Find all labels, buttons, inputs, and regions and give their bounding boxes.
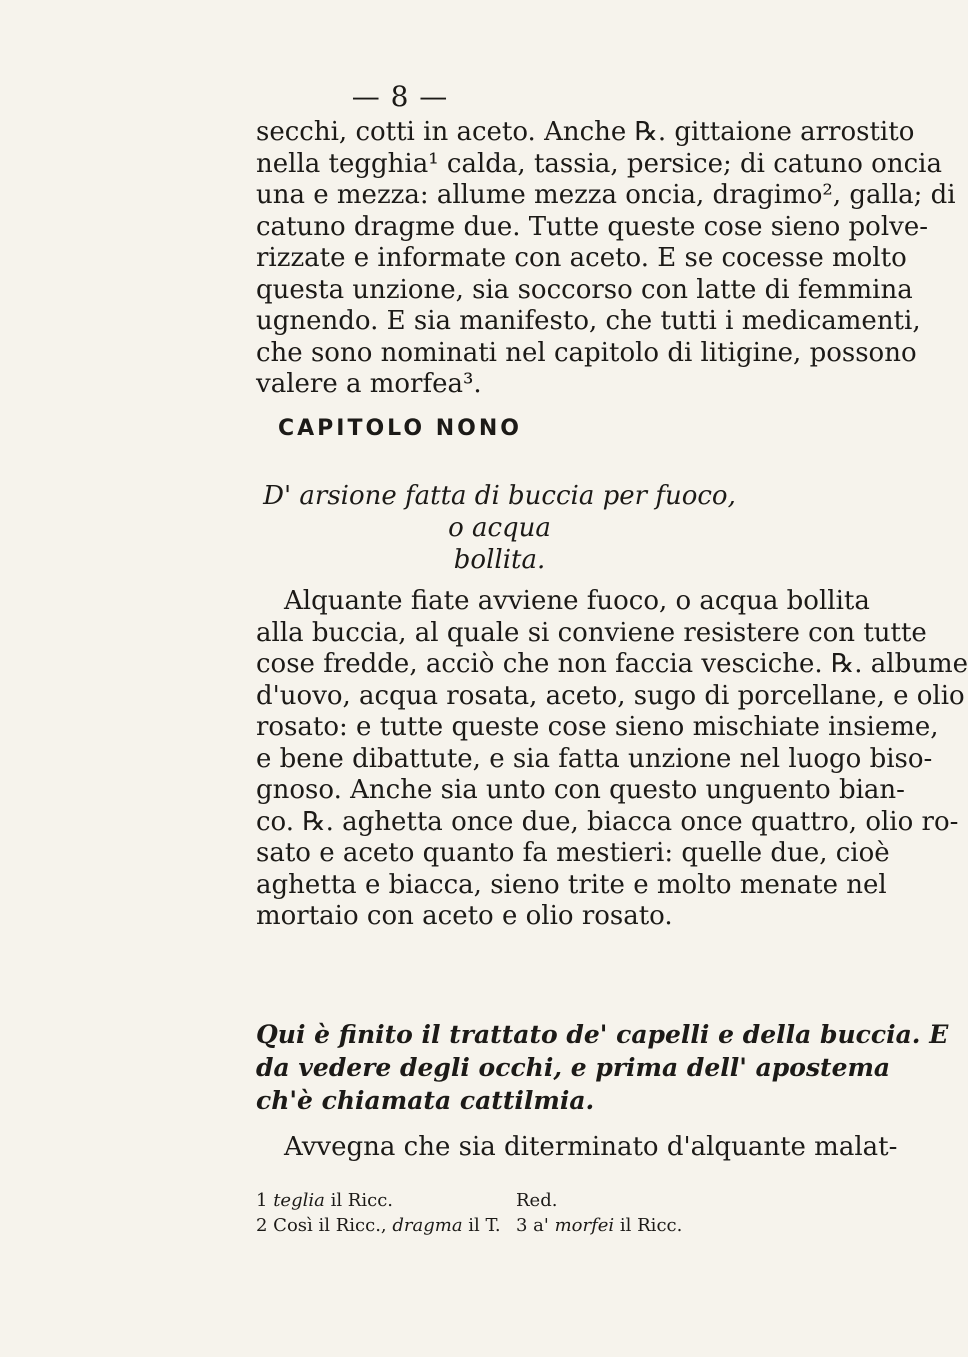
footnote-number: 2	[256, 1215, 268, 1236]
text-line: nella tegghia¹ calda, tassia, persice; di catuno oncia	[256, 148, 942, 179]
text-line: Avvegna che sia diterminato d'alquante malat-	[284, 1132, 898, 1162]
footnote-term: teglia	[273, 1190, 325, 1211]
text-line: una e mezza: allume mezza oncia, dragimo², galla; di	[256, 180, 956, 210]
paragraph-3	[256, 1132, 898, 1164]
footnote-text: il T.	[462, 1215, 501, 1236]
text-line: che sono nominati nel capitolo di litigine, possono	[256, 337, 917, 368]
italic-line: Qui è finito il trattato de' capelli e della buccia. E	[256, 1020, 949, 1049]
text-line: aghetta e biacca, sieno trite e molto menate nel	[256, 869, 887, 900]
footnote-term: dragma	[392, 1215, 463, 1236]
footnote-text: il Ricc.	[324, 1190, 393, 1211]
footnotes	[256, 1188, 743, 1238]
text-line: sato e aceto quanto fa mestieri: quelle due, cioè	[256, 838, 890, 868]
paragraph-2	[256, 586, 968, 933]
text-line: d'uovo, acqua rosata, aceto, sugo di porcellane, e olio	[256, 680, 965, 711]
italic-line: ch'è chiamata cattilmia.	[256, 1086, 595, 1115]
text-line: cose fredde, acciò che non faccia vesciche. ℞. albume	[256, 649, 968, 679]
text-line: questa unzione, sia soccorso con latte di femmina	[256, 274, 913, 305]
subtitle-line: bollita.	[453, 545, 546, 575]
text-line: valere a morfea³.	[256, 369, 482, 399]
text-line: Alquante fiate avviene fuoco, o acqua bollita	[284, 586, 870, 616]
text-line: catuno dragme due. Tutte queste cose sieno polve-	[256, 211, 928, 242]
footnote-text: il Ricc.	[614, 1215, 683, 1236]
footnote-1	[256, 1188, 743, 1213]
italic-line: da vedere degli occhi, e prima dell' apostema	[256, 1053, 891, 1082]
footnote-number: 1	[256, 1190, 268, 1211]
text-line: ugnendo. E sia manifesto, che tutti i medicamenti,	[256, 306, 921, 336]
page-number: — 8 —	[351, 80, 449, 113]
subtitle-line: D' arsione fatta di buccia per fuoco, o acqua	[263, 481, 736, 543]
footnote-text: a'	[527, 1215, 555, 1236]
paragraph-1	[256, 117, 956, 401]
text-line: rizzate e informate con aceto. E se cocesse molto	[256, 243, 907, 273]
chapter-subtitle	[256, 480, 743, 576]
footnote-2-3	[256, 1213, 743, 1238]
footnote-text: Red.	[516, 1190, 558, 1211]
text-line: rosato: e tutte queste cose sieno mischiate insieme,	[256, 712, 939, 742]
footnote-number: 3	[516, 1215, 528, 1236]
text-line: e bene dibattute, e sia fatta unzione nel luogo biso-	[256, 743, 933, 774]
text-line: alla buccia, al quale si conviene resistere con tutte	[256, 617, 927, 648]
footnote-term: morfei	[554, 1215, 615, 1236]
text-line: mortaio con aceto e olio rosato.	[256, 901, 673, 931]
closing-italic-note	[256, 1018, 949, 1117]
text-line: gnoso. Anche sia unto con questo unguento bian-	[256, 775, 905, 805]
text-line: secchi, cotti in aceto. Anche ℞. gittaione arrostito	[256, 117, 915, 147]
footnote-text: Così il Ricc.,	[267, 1215, 393, 1236]
text-line: co. ℞. aghetta once due, biacca once quattro, olio ro-	[256, 806, 959, 837]
chapter-title: CAPITOLO NONO	[277, 416, 522, 441]
